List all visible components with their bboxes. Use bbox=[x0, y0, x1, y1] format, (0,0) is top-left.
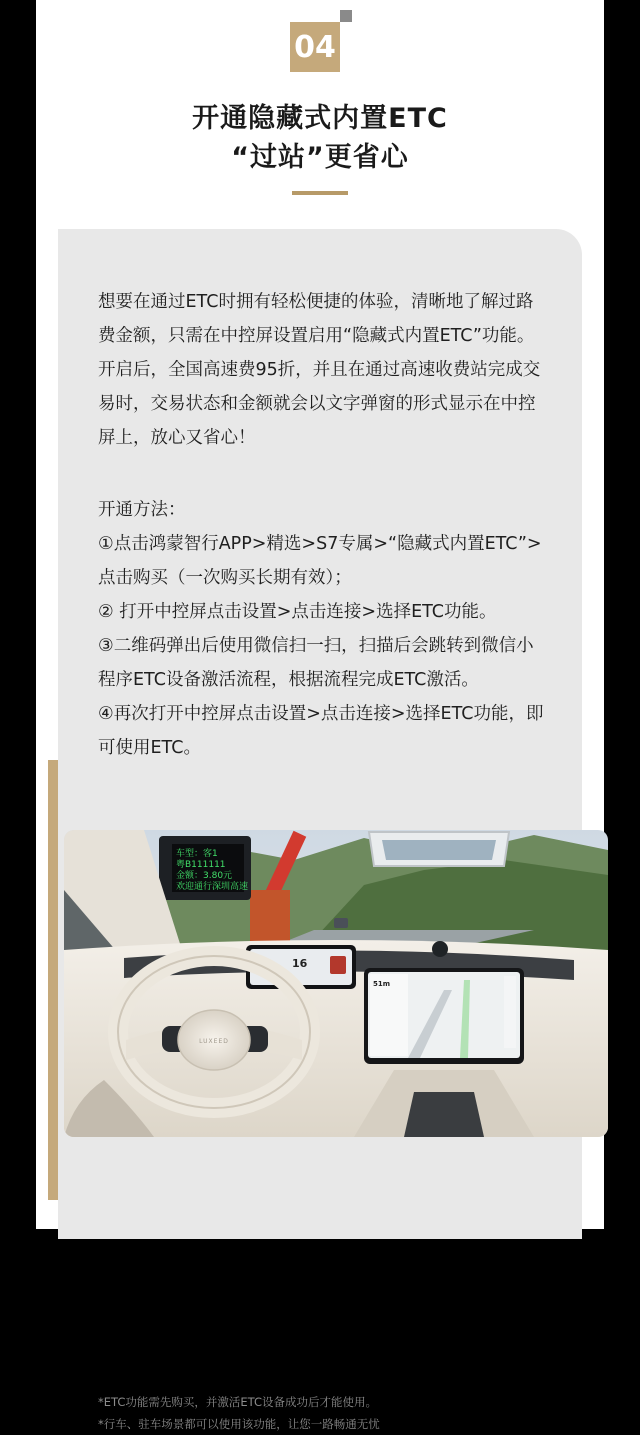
gold-accent-bar bbox=[48, 760, 58, 1200]
method-heading: 开通方法： bbox=[98, 500, 186, 520]
intro-paragraph: 想要在通过ETC时拥有轻松便捷的体验，清晰地了解过路费金额，只需在中控屏设置启用“隐藏式内置ETC”功能。开启后，全国高速费95折，并且在通过高速收费站完成交易时，交易状态和金额就会以文字弹窗的形式显示在中控屏上，放心又省心！ bbox=[98, 292, 541, 448]
method-step-3: ③二维码弹出后使用微信扫一扫，扫描后会跳转到微信小程序ETC设备激活流程，根据流程完成ETC激活。 bbox=[98, 636, 534, 690]
sign-line-2: 粤B111111 bbox=[176, 860, 226, 870]
section-number-badge: 04 bbox=[290, 22, 340, 72]
car-interior-photo bbox=[64, 830, 608, 1137]
wheel-brand: LUXEED bbox=[199, 1038, 229, 1045]
section-title-line-2: “过站”更省心 bbox=[231, 142, 409, 173]
car-interior-illustration bbox=[64, 830, 608, 1137]
title-divider bbox=[292, 191, 348, 195]
section-title-line-1: 开通隐藏式内置ETC bbox=[192, 103, 448, 134]
method-step-4: ④再次打开中控屏点击设置>点击连接>选择ETC功能，即可使用ETC。 bbox=[98, 704, 544, 758]
sign-line-4: 欢迎通行深圳高速 bbox=[176, 882, 249, 892]
activation-method bbox=[98, 493, 550, 765]
nav-distance: 51m bbox=[373, 980, 391, 988]
sign-line-3: 金额：3.80元 bbox=[176, 871, 233, 881]
footnotes bbox=[98, 1391, 558, 1435]
method-step-1: ①点击鸿蒙智行APP>精选>S7专属>“隐藏式内置ETC”>点击购买（一次购买长期有效）； bbox=[98, 534, 542, 588]
article-page bbox=[36, 0, 604, 1431]
sign-line-1: 车型：客1 bbox=[176, 849, 218, 859]
method-step-2: ② 打开中控屏点击设置>点击连接>选择ETC功能。 bbox=[98, 602, 497, 622]
footnote-1: *ETC功能需先购买，并激活ETC设备成功后才能使用。 bbox=[98, 1395, 378, 1409]
footnote-2: *行车、驻车场景都可以使用该功能，让您一路畅通无忧 bbox=[98, 1417, 380, 1431]
cluster-speed: 16 bbox=[292, 957, 308, 970]
badge-corner-square bbox=[340, 10, 352, 22]
